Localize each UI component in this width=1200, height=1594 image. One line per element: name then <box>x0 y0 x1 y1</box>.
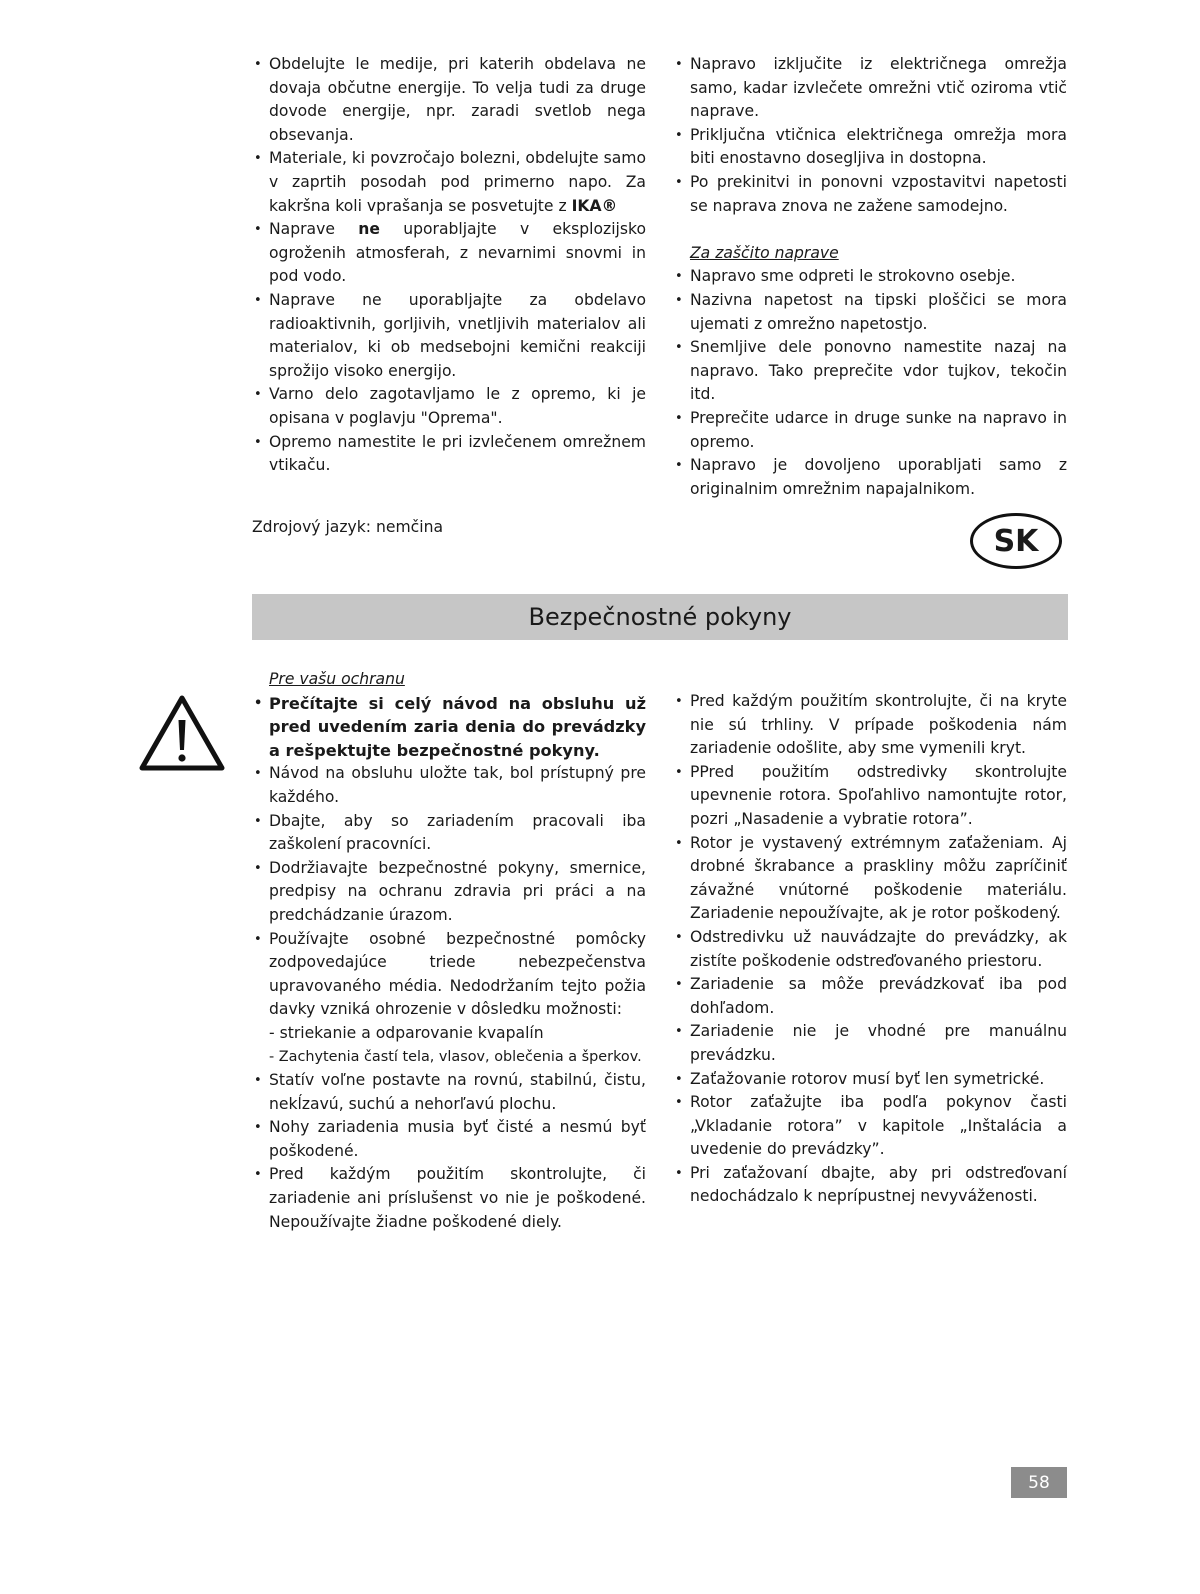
list-item: • Pred každým použitím skontrolujte, či zariadenie ani príslušenst vo nie je poškodené. Nepoužívajte žiadne poškodené diely. <box>252 1163 646 1234</box>
list-item: • Napravo izklјučite iz električnega omrežja samo, kadar izvlečete omrežni vtič oziroma vtič naprave. <box>673 53 1067 124</box>
list-item: • Rotor zaťažujte iba podľa pokynov časti „Vkladanie rotora” v kapitole „Inštalácia a uvedenie do prevádzky”. <box>673 1091 1067 1162</box>
subheading-your-protection: Pre vašu ochranu <box>269 670 405 688</box>
slovenian-safety-list-right <box>673 53 1067 501</box>
list-item-important: • Prečítajte si celý návod na obsluhu už pred uvedením zaria denia do prevádzky a rešpektujte bezpečnostné pokyny. <box>252 692 646 763</box>
sub-list-item: - Zachytenia častí tela, vlasov, oblečenia a šperkov. <box>269 1048 642 1065</box>
list-item-text: uporabljajte v eksplozijsko ogroženih atmosferah, z nevarnimi snovmi in pod vodo. <box>269 220 646 286</box>
sub-list-item: - striekanie a odparovanie kvapalín <box>269 1023 544 1042</box>
source-language-note: Zdrojový jazyk: nemčina <box>252 518 444 536</box>
list-item: • Nazivna napetost na tipski ploščici se mora ujemati z omrežno napetostjo. <box>673 289 1067 336</box>
list-item: • Opremo namestite le pri izvlečenem omrežnem vtikaču. <box>252 431 646 478</box>
list-item: • Používajte osobné bezpečnostné pomôcky zodpovedajúce triede nebezpečenstva upravovaného média. Nedodržaním tejto požia davky vzniká ohrozenie v dôsledku možnosti: <box>252 928 646 1022</box>
list-item: • Pri zaťažovaní dbajte, aby pri odstreďovaní nedochádzalo k neprípustnej nevyváženosti. <box>673 1162 1067 1209</box>
list-item: • Návod na obsluhu uložte tak, bol prístupný pre každého. <box>252 762 646 809</box>
list-item-text: Naprave <box>269 220 359 239</box>
list-item: • Zaťažovanie rotorov musí byť len symetrické. <box>673 1068 1067 1092</box>
subheading-device-protection: Za zaščito naprave <box>690 243 839 262</box>
list-item: • Obdelujte le medije, pri katerih obdelava ne dovaja občutne energije. To velja tudi za druge dovode energije, npr. zaradi svetlob nega obsevanja. <box>252 53 646 147</box>
list-item: • Priključna vtičnica električnega omrežja mora biti enostavno dosegljiva in dostopna. <box>673 124 1067 171</box>
list-item: • Napravo je dovoljeno uporabljati samo z originalnim omrežnim napajalnikom. <box>673 454 1067 501</box>
list-item: • Rotor je vystavený extrémnym zaťaženiam. Aj drobné škrabance a praskliny môžu zapríčiniť závažné vnútorné poškodenie materiálu. Zariadenie nepoužívajte, ak je rotor poškodený. <box>673 832 1067 926</box>
emphasis-text: ne <box>358 220 380 239</box>
list-item: • Naprave ne uporabljajte za obdelavo radioaktivnih, gorljivih, vnetljivih materialov ali materialov, ki ob medsebojni kemični reakciji sprožijo visoko energijo. <box>252 289 646 383</box>
list-item <box>252 218 646 289</box>
list-item: • Dbajte, aby so zariadením pracovali iba zaškolení pracovníci. <box>252 810 646 857</box>
warning-icon <box>138 694 226 772</box>
list-item: • Dodržiavajte bezpečnostné pokyny, smernice, predpisy na ochranu zdravia pri práci a na predchádzanie úrazom. <box>252 857 646 928</box>
list-item-text: Materiale, ki povzročajo bolezni, obdelujte samo v zaprtih posodah pod primerno napo. Za kakršna koli vprašanja se posvetujte z <box>269 149 646 215</box>
list-item: • Varno delo zagotavljamo le z opremo, ki je opisana v poglavju "Oprema". <box>252 383 646 430</box>
page-number: 58 <box>1011 1467 1067 1498</box>
list-item: • PPred použitím odstredivky skontrolujte upevnenie rotora. Spoľahlivo namontujte rotor, pozri „Nasadenie a vybratie rotora”. <box>673 761 1067 832</box>
list-item: • Statív voľne postavte na rovnú, stabilnú, čistu, nekĺzavú, suchú a nehorľavú plochu. <box>252 1069 646 1116</box>
list-item: • Odstredivku už nauvádzajte do prevádzky, ak zistíte poškodenie odstreďovaného priestoru. <box>673 926 1067 973</box>
list-item: • Zariadenie nie je vhodné pre manuálnu prevádzku. <box>673 1020 1067 1067</box>
list-item: • Pred každým použitím skontrolujte, či na kryte nie sú trhliny. V prípade poškodenia nám zariadenie odošlite, aby sme vymenili kryt. <box>673 690 1067 761</box>
slovenian-safety-list-left <box>252 53 646 478</box>
slovak-safety-list-left <box>252 668 646 1234</box>
list-item: • Po prekinitvi in ponovni vzpostavitvi napetosti se naprava znova ne zažene samodejno. <box>673 171 1067 218</box>
slovak-safety-list-right <box>673 690 1067 1209</box>
section-title-banner <box>252 594 1068 640</box>
brand-name: IKA® <box>571 196 618 215</box>
section-title: Bezpečnostné pokyny <box>528 603 792 631</box>
list-item: • Napravo sme odpreti le strokovno osebje. <box>673 265 1067 289</box>
list-item: • Snemljive dele ponovno namestite nazaj na napravo. Tako preprečite vdor tujkov, tekočin itd. <box>673 336 1067 407</box>
list-item: • Nohy zariadenia musia byť čisté a nesmú byť poškodené. <box>252 1116 646 1163</box>
language-badge: SK <box>970 513 1062 569</box>
list-item <box>252 147 646 218</box>
list-item: • Preprečite udarce in druge sunke na napravo in opremo. <box>673 407 1067 454</box>
list-item: • Zariadenie sa môže prevádzkovať iba pod dohľadom. <box>673 973 1067 1020</box>
